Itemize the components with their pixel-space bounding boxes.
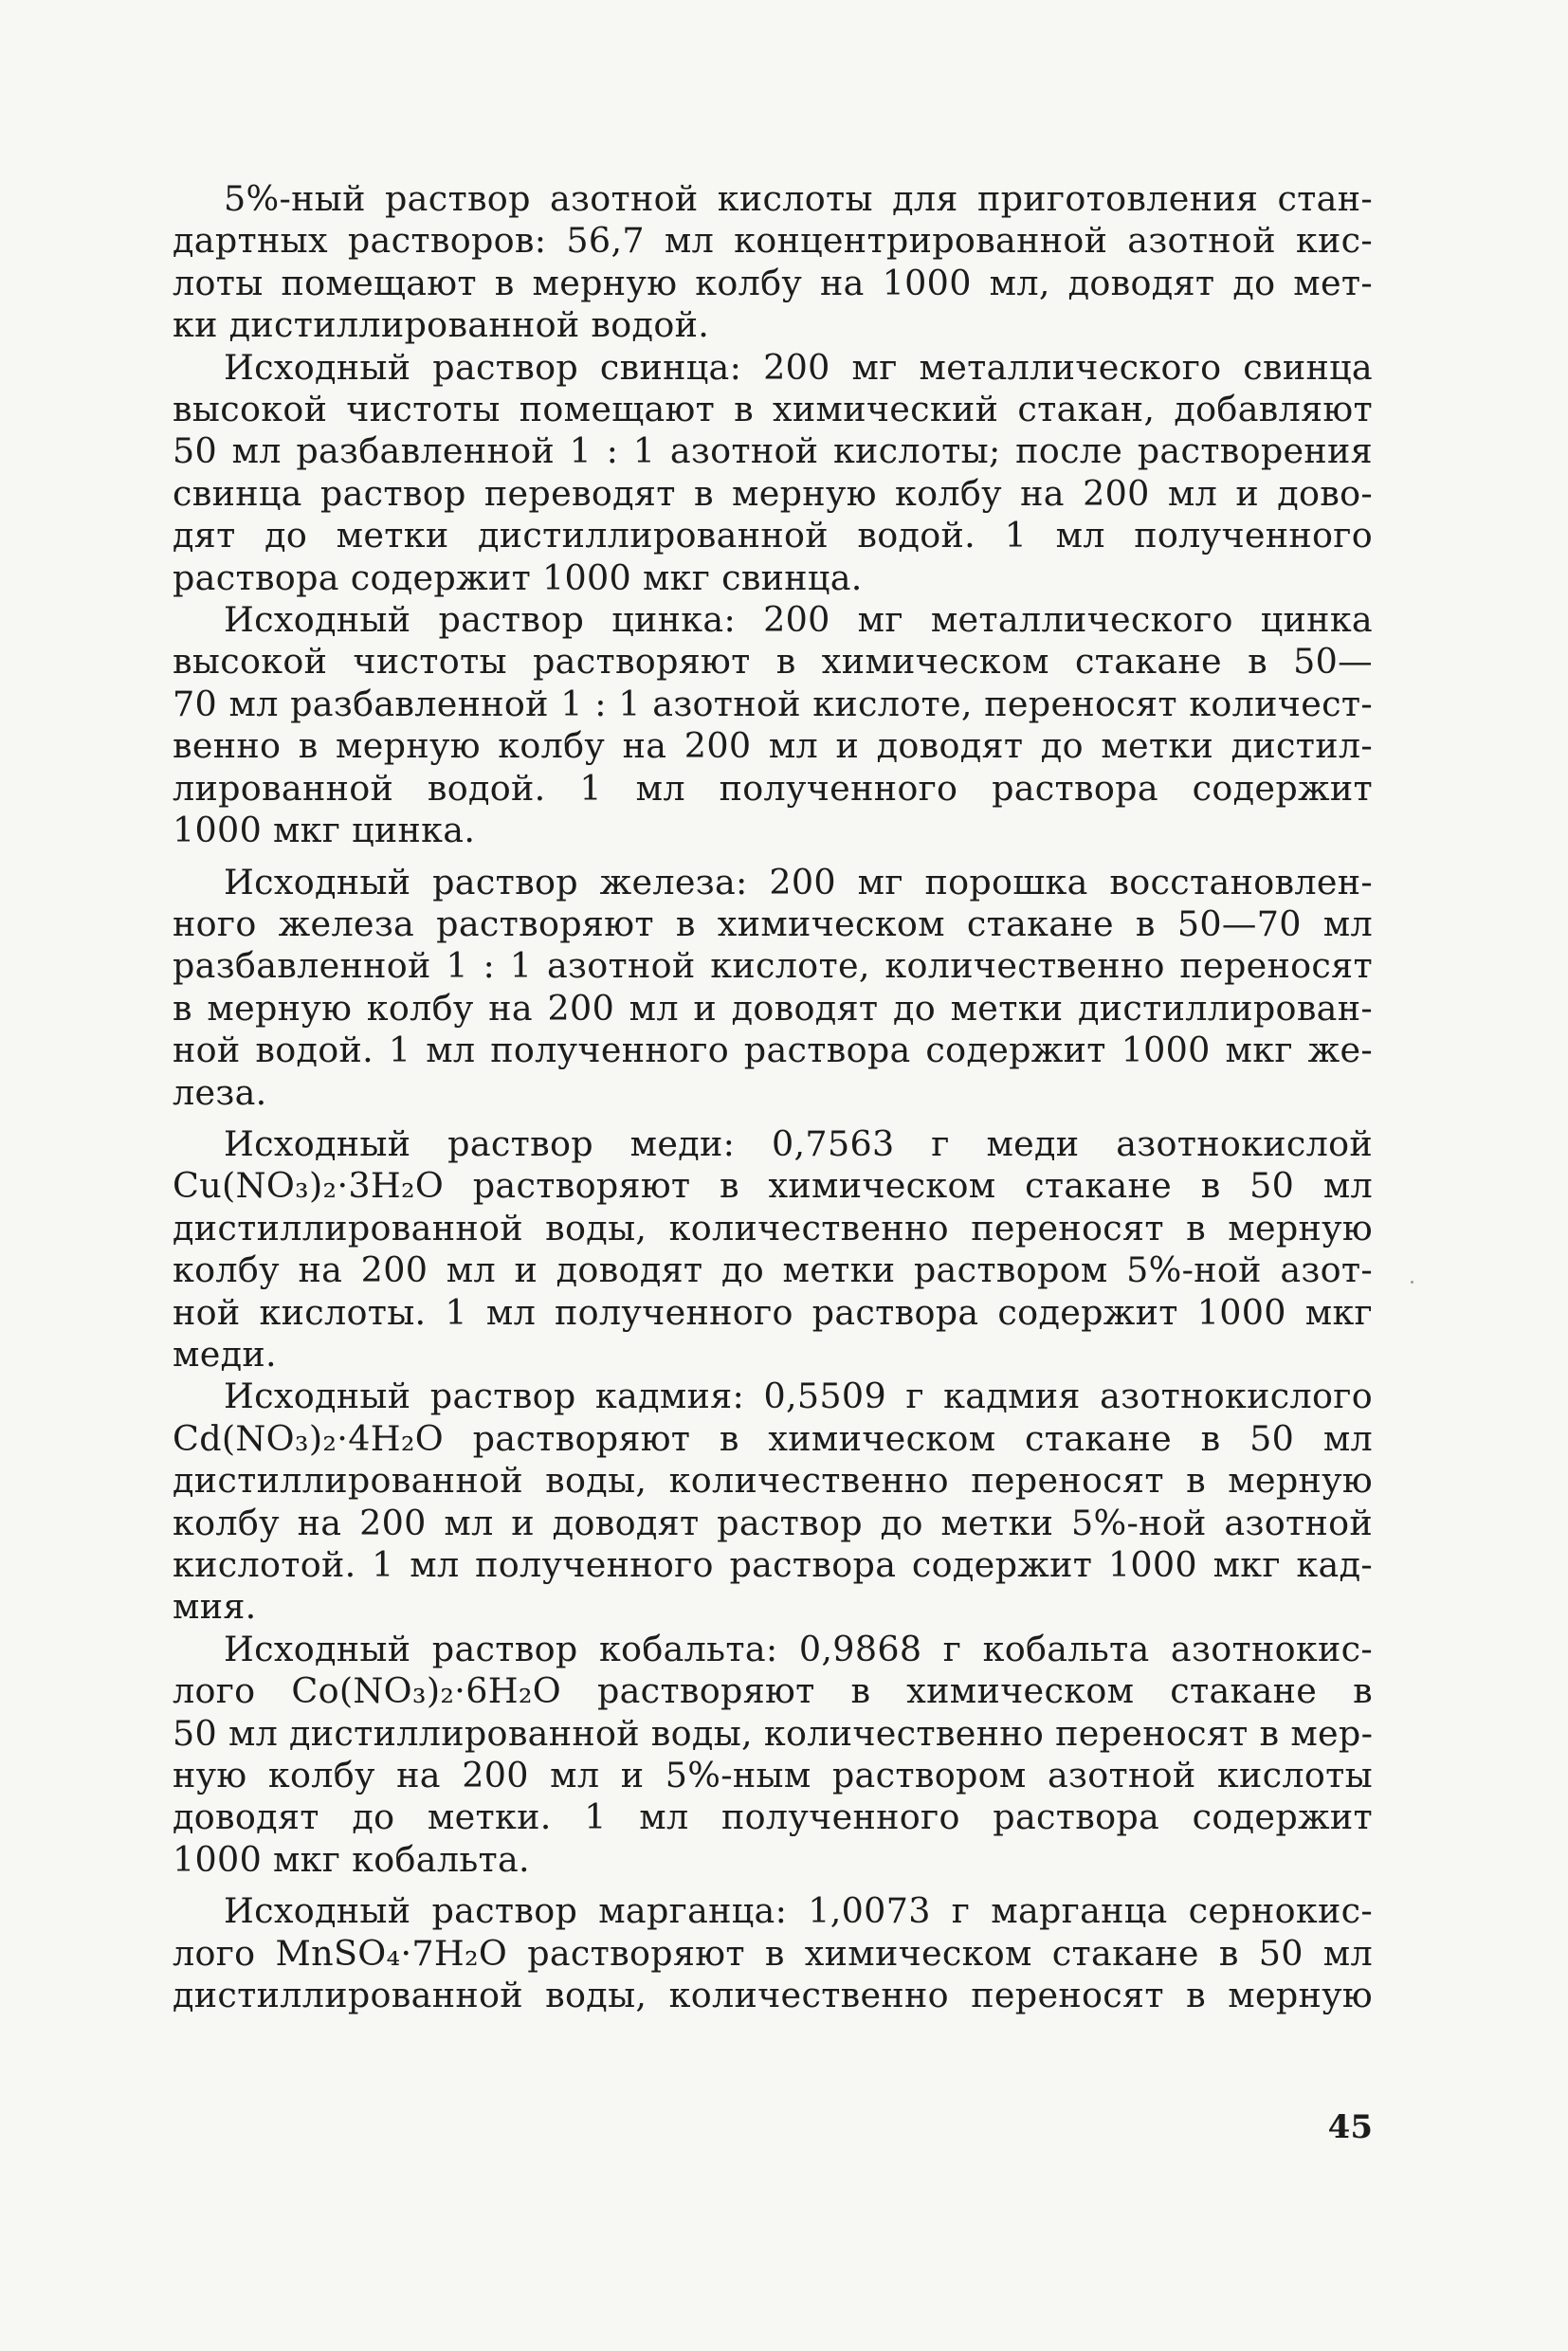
paragraph [173, 1123, 1373, 1376]
text-line: Исходный раствор железа: 200 мг порошка восстановлен- [224, 861, 1373, 902]
text-line: мия. [173, 1586, 257, 1628]
text-line: Cu(NO₃)₂·3H₂O растворяют в химическом стакане в 50 мл [173, 1165, 1373, 1207]
text-line: свинца раствор переводят в мерную колбу на 200 мл и дово- [173, 472, 1373, 514]
text-line: Исходный раствор цинка: 200 мг металлического цинка [224, 599, 1373, 641]
text-line: лого Co(NO₃)₂·6H₂O растворяют в химическом стакане в [173, 1670, 1373, 1712]
paragraph [173, 1376, 1373, 1628]
paragraph [173, 862, 1373, 1114]
paragraph-gap [173, 1114, 1373, 1123]
text-line: колбу на 200 мл и доводят раствор до метки 5%-ной азотной [173, 1502, 1373, 1543]
text-line: лоты помещают в мерную колбу на 1000 мл, доводят до мет- [173, 262, 1373, 303]
text-line: Исходный раствор кобальта: 0,9868 г кобальта азотнокис- [224, 1628, 1373, 1669]
text-line: Исходный раствор свинца: 200 мг металлического свинца [224, 346, 1373, 388]
text-line: ки дистиллированной водой. [173, 304, 710, 346]
text-line: 50 мл дистиллированной воды, количественно переносят в мер- [173, 1712, 1373, 1754]
text-line: дистиллированной воды, количественно переносят в мерную [173, 1207, 1373, 1248]
text-line: высокой чистоты растворяют в химическом стакане в 50— [173, 641, 1373, 683]
paragraph [173, 599, 1373, 851]
paragraph [173, 1890, 1373, 2016]
text-line: Исходный раствор меди: 0,7563 г меди азотнокислой [224, 1122, 1373, 1164]
text-line: Cd(NO₃)₂·4H₂O растворяют в химическом стакане в 50 мл [173, 1417, 1373, 1459]
text-line: 1000 мкг цинка. [173, 810, 476, 851]
text-line: Исходный раствор марганца: 1,0073 г марганца сернокис- [224, 1890, 1373, 1932]
scan-speck [1411, 1281, 1413, 1284]
paragraph [173, 1629, 1373, 1881]
text-line: ной кислоты. 1 мл полученного раствора содержит 1000 мкг [173, 1291, 1373, 1333]
text-line: 5%-ный раствор азотной кислоты для приготовления стан- [224, 178, 1373, 219]
paragraph [173, 347, 1373, 599]
text-line: колбу на 200 мл и доводят до метки раствором 5%-ной азот- [173, 1249, 1373, 1291]
text-line: высокой чистоты помещают в химический стакан, добавляют [173, 389, 1373, 430]
page-number: 45 [1327, 2108, 1373, 2146]
text-line: венно в мерную колбу на 200 мл и доводят до метки дистил- [173, 725, 1373, 767]
text-line: 50 мл разбавленной 1 : 1 азотной кислоты; после растворения [173, 430, 1373, 472]
text-line: разбавленной 1 : 1 азотной кислоте, количественно переносят [173, 945, 1373, 987]
text-line: леза. [173, 1071, 267, 1113]
text-line: ного железа растворяют в химическом стакане в 50—70 мл [173, 902, 1373, 944]
text-line: дистиллированной воды, количественно переносят в мерную [173, 1975, 1373, 2016]
text-line: кислотой. 1 мл полученного раствора содержит 1000 мкг кад- [173, 1544, 1373, 1585]
text-line: ной водой. 1 мл полученного раствора содержит 1000 мкг же- [173, 1030, 1373, 1071]
text-line: меди. [173, 1333, 277, 1375]
text-line: Исходный раствор кадмия: 0,5509 г кадмия азотнокислого [224, 1376, 1373, 1417]
text-line: лого MnSO₄·7H₂O растворяют в химическом стакане в 50 мл [173, 1932, 1373, 1974]
text-line: 1000 мкг кобальта. [173, 1838, 530, 1880]
text-line: лированной водой. 1 мл полученного раствора содержит [173, 767, 1373, 809]
body-text [173, 178, 1373, 2016]
text-line: в мерную колбу на 200 мл и доводят до метки дистиллирован- [173, 987, 1373, 1029]
paragraph [173, 178, 1373, 347]
text-line: 70 мл разбавленной 1 : 1 азотной кислоте, переносят количест- [173, 683, 1373, 724]
paragraph-gap [173, 852, 1373, 862]
text-line: дартных растворов: 56,7 мл концентрированной азотной кис- [173, 220, 1373, 262]
text-line: доводят до метки. 1 мл полученного раствора содержит [173, 1796, 1373, 1838]
paragraph-gap [173, 1881, 1373, 1890]
text-line: дистиллированной воды, количественно переносят в мерную [173, 1460, 1373, 1502]
text-line: дят до метки дистиллированной водой. 1 мл полученного [173, 515, 1373, 556]
text-line: ную колбу на 200 мл и 5%-ным раствором азотной кислоты [173, 1755, 1373, 1796]
text-line: раствора содержит 1000 мкг свинца. [173, 556, 863, 598]
